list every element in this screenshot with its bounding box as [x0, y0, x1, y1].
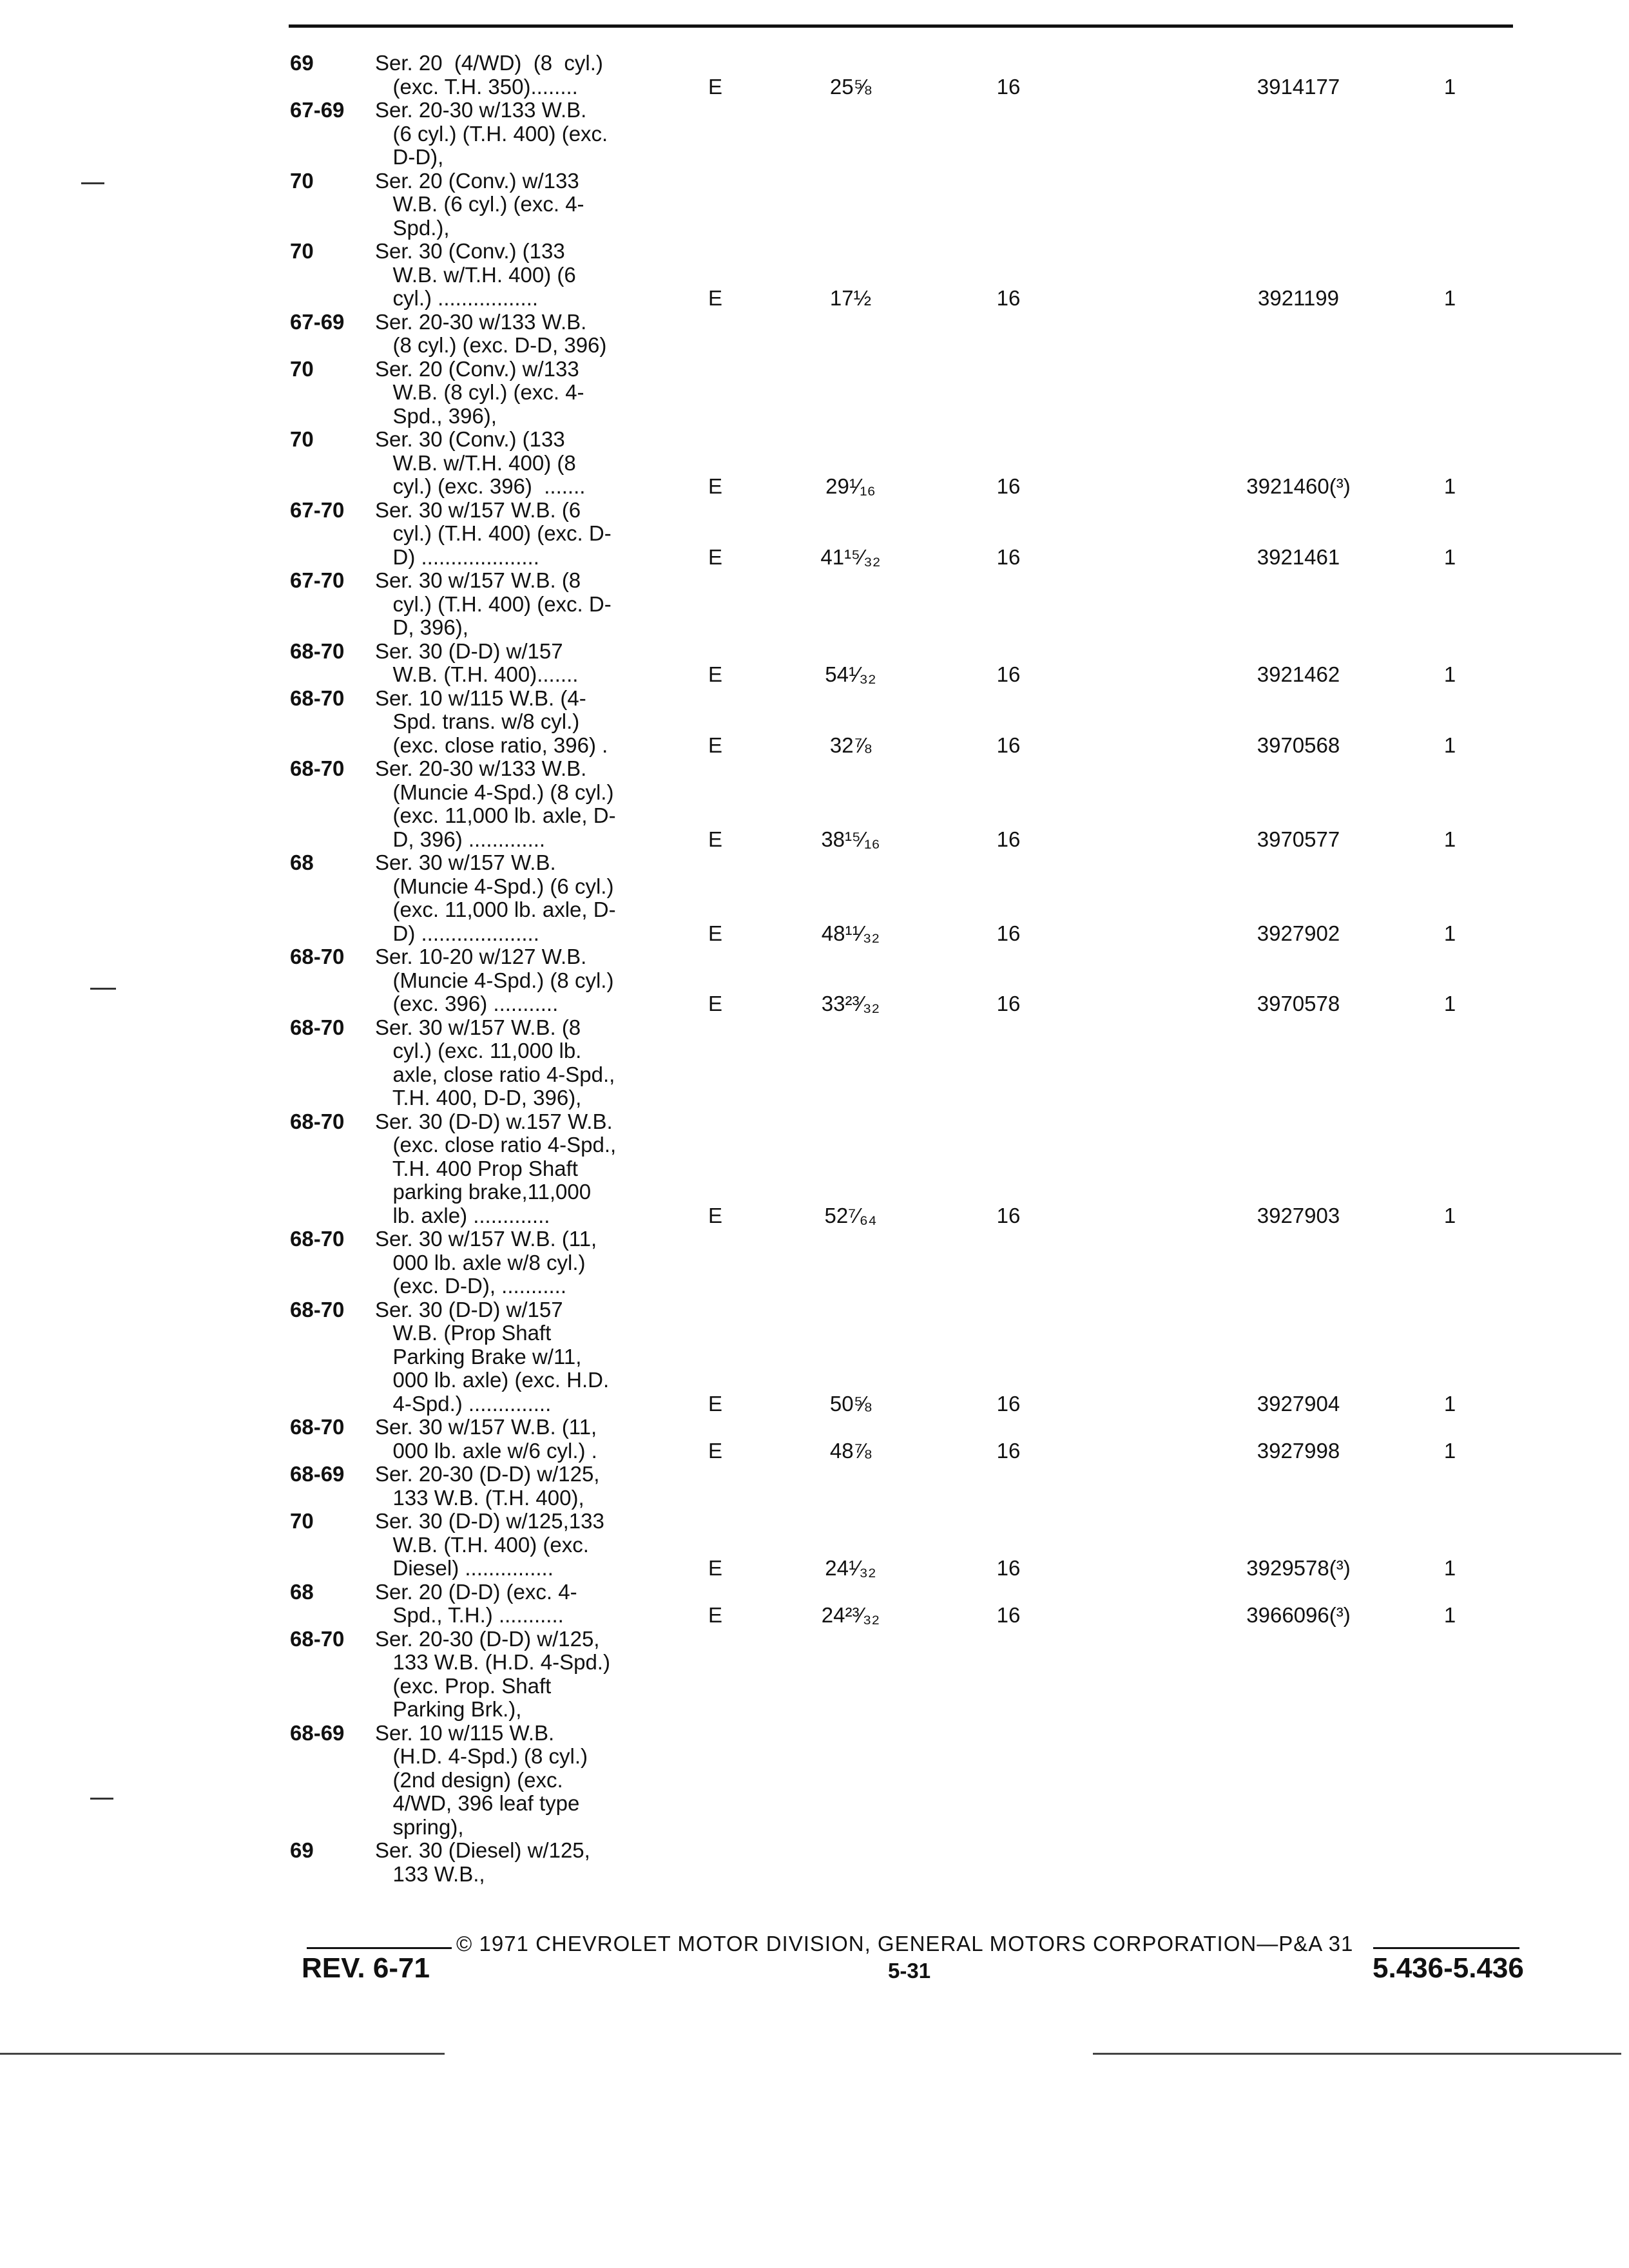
description-line: Ser. 20-30 w/133 W.B.	[375, 309, 587, 334]
code-cell: E	[708, 544, 722, 569]
length-cell: 52⁷⁄₆₄	[824, 1203, 877, 1227]
bottom-rule-left	[0, 2053, 445, 2055]
description-line: Ser. 20 (Conv.) w/133	[375, 168, 579, 193]
part-number: 3921199	[1257, 286, 1340, 310]
model-year: 70	[290, 239, 314, 263]
description-line: cyl.) (exc. 396) .......	[375, 474, 586, 498]
description-line: (Muncie 4-Spd.) (6 cyl.)	[375, 874, 614, 898]
description-line: W.B. (T.H. 400) (exc.	[375, 1532, 589, 1557]
model-year: 69	[290, 1838, 314, 1862]
length-cell: 41¹⁵⁄₃₂	[820, 544, 881, 569]
description-line: T.H. 400, D-D, 396),	[375, 1086, 582, 1110]
description-line: Ser. 30 w/157 W.B.	[375, 850, 556, 874]
description-line: Parking Brake w/11,	[375, 1344, 582, 1369]
model-year: 68-69	[290, 1462, 345, 1486]
description-line: cyl.) (T.H. 400) (exc. D-	[375, 591, 612, 616]
description-line: Ser. 30 (Diesel) w/125,	[375, 1838, 590, 1862]
description-line: (exc. Prop. Shaft	[375, 1673, 552, 1698]
model-year: 68	[290, 1579, 314, 1604]
code-cell: E	[708, 1438, 722, 1463]
part-number: 3927902	[1257, 921, 1340, 945]
length-cell: 50⅝	[829, 1391, 872, 1416]
part-number: 3970568	[1257, 733, 1340, 757]
description-line: Ser. 30 w/157 W.B. (11,	[375, 1415, 597, 1439]
bottom-rule-right	[1093, 2053, 1621, 2055]
quantity-cell: 16	[996, 827, 1021, 851]
description-line: (exc. D-D), ...........	[375, 1274, 567, 1298]
description-line: (6 cyl.) (T.H. 400) (exc.	[375, 121, 608, 146]
count-cell: 1	[1443, 1556, 1456, 1580]
model-year: 67-70	[290, 497, 345, 522]
description-line: 133 W.B. (H.D. 4-Spd.)	[375, 1650, 610, 1674]
model-year: 68-70	[290, 945, 345, 968]
description-line: D, 396),	[375, 615, 468, 639]
part-number: 3970578	[1257, 992, 1340, 1015]
description-line: W.B. w/T.H. 400) (8	[375, 450, 576, 475]
part-number: 3927903	[1257, 1203, 1340, 1227]
description-line: Ser. 20 (Conv.) w/133	[375, 356, 579, 381]
description-line: Ser. 30 (Conv.) (133	[375, 239, 565, 263]
part-number: 3921462	[1257, 662, 1340, 686]
copyright-line: © 1971 CHEVROLET MOTOR DIVISION, GENERAL MOTORS CORPORATION—P&A 31	[456, 1932, 1354, 1956]
length-cell: 25⅝	[829, 74, 872, 99]
description-line: Spd., 396),	[375, 403, 497, 428]
model-year: 68-70	[290, 756, 345, 780]
quantity-cell: 16	[996, 992, 1021, 1015]
description-line: Ser. 30 (D-D) w/157	[375, 639, 563, 663]
count-cell: 1	[1443, 474, 1456, 498]
description-line: Ser. 20 (4/WD) (8 cyl.)	[375, 51, 603, 75]
description-line: 4-Spd.) ..............	[375, 1391, 552, 1416]
description-line: Ser. 10 w/115 W.B.	[375, 1720, 555, 1745]
quantity-cell: 16	[996, 286, 1021, 310]
description-line: (exc. close ratio, 396) .	[375, 733, 608, 757]
code-cell: E	[708, 74, 722, 99]
description-line: parking brake,11,000	[375, 1180, 592, 1204]
code-cell: E	[708, 827, 722, 851]
count-cell: 1	[1443, 1203, 1456, 1227]
part-number: 3929578(³)	[1246, 1556, 1351, 1580]
length-cell: 33²³⁄₃₂	[821, 992, 880, 1015]
description-line: cyl.) .................	[375, 286, 539, 310]
description-line: Ser. 30 (D-D) w/125,133	[375, 1509, 604, 1533]
count-cell: 1	[1443, 1438, 1456, 1463]
description-line: W.B. (6 cyl.) (exc. 4-	[375, 192, 584, 216]
description-line: (exc. 396) ...........	[375, 992, 559, 1015]
code-cell: E	[708, 1603, 722, 1627]
count-cell: 1	[1443, 544, 1456, 569]
description-line: Diesel) ...............	[375, 1556, 554, 1580]
code-cell: E	[708, 992, 722, 1015]
code-cell: E	[708, 1203, 722, 1227]
page-number: 5-31	[888, 1959, 931, 1983]
model-year: 70	[290, 168, 314, 193]
description-line: (exc. close ratio 4-Spd.,	[375, 1133, 617, 1157]
model-year: 68-70	[290, 686, 345, 710]
description-line: Ser. 30 w/157 W.B. (8	[375, 1015, 581, 1039]
count-cell: 1	[1443, 921, 1456, 945]
description-line: (Muncie 4-Spd.) (8 cyl.)	[375, 780, 614, 804]
model-year: 68-70	[290, 1109, 345, 1133]
code-cell: E	[708, 286, 722, 310]
quantity-cell: 16	[996, 474, 1021, 498]
length-cell: 24²³⁄₃₂	[821, 1603, 880, 1627]
description-line: D) ....................	[375, 544, 539, 569]
quantity-cell: 16	[996, 544, 1021, 569]
description-line: W.B. (Prop Shaft	[375, 1321, 552, 1345]
model-year: 68-70	[290, 1015, 345, 1039]
model-year: 68-70	[290, 639, 345, 663]
description-line: (8 cyl.) (exc. D-D, 396)	[375, 333, 607, 357]
model-year: 68-70	[290, 1227, 345, 1251]
description-line: Ser. 30 (D-D) w.157 W.B.	[375, 1109, 613, 1133]
description-line: axle, close ratio 4-Spd.,	[375, 1062, 615, 1086]
code-cell: E	[708, 1391, 722, 1416]
description-line: 000 lb. axle) (exc. H.D.	[375, 1368, 610, 1392]
count-cell: 1	[1443, 1603, 1456, 1627]
length-cell: 29¹⁄₁₆	[825, 474, 876, 498]
description-line: Spd.),	[375, 215, 450, 240]
length-cell: 24¹⁄₃₂	[825, 1556, 876, 1580]
description-line: spring),	[375, 1814, 464, 1839]
code-cell: E	[708, 1556, 722, 1580]
model-year: 67-69	[290, 309, 345, 334]
description-line: (Muncie 4-Spd.) (8 cyl.)	[375, 968, 614, 992]
description-line: lb. axle) .............	[375, 1203, 550, 1227]
part-number: 3970577	[1257, 827, 1340, 851]
model-year: 68-70	[290, 1415, 345, 1439]
revision-label: REV. 6-71	[302, 1952, 430, 1984]
description-line: (exc. T.H. 350)........	[375, 74, 578, 99]
quantity-cell: 16	[996, 1556, 1021, 1580]
model-year: 70	[290, 1509, 314, 1533]
section-number: 5.436-5.436	[1373, 1952, 1524, 1984]
part-number: 3914177	[1257, 74, 1340, 99]
description-line: (H.D. 4-Spd.) (8 cyl.)	[375, 1744, 588, 1768]
description-line: D, 396) .............	[375, 827, 546, 851]
part-number: 3921461	[1257, 544, 1340, 569]
length-cell: 32⅞	[829, 733, 872, 757]
description-line: Ser. 20 (D-D) (exc. 4-	[375, 1579, 577, 1604]
quantity-cell: 16	[996, 1391, 1021, 1416]
description-line: Ser. 30 w/157 W.B. (8	[375, 568, 581, 592]
quantity-cell: 16	[996, 1438, 1021, 1463]
quantity-cell: 16	[996, 1603, 1021, 1627]
description-line: (2nd design) (exc.	[375, 1767, 563, 1792]
code-cell: E	[708, 662, 722, 686]
model-year: 68-70	[290, 1626, 345, 1651]
model-year: 67-70	[290, 568, 345, 592]
part-number: 3921460(³)	[1246, 474, 1351, 498]
count-cell: 1	[1443, 827, 1456, 851]
description-line: 000 lb. axle w/6 cyl.) .	[375, 1438, 597, 1463]
model-year: 70	[290, 356, 314, 381]
footer-rule-right	[1373, 1947, 1519, 1949]
description-line: T.H. 400 Prop Shaft	[375, 1156, 578, 1180]
length-cell: 17½	[829, 286, 872, 310]
length-cell: 54¹⁄₃₂	[825, 662, 876, 686]
model-year: 68-70	[290, 1297, 345, 1321]
description-line: W.B. (8 cyl.) (exc. 4-	[375, 380, 584, 404]
count-cell: 1	[1443, 1391, 1456, 1416]
description-line: Spd., T.H.) ...........	[375, 1603, 564, 1627]
description-line: Ser. 20-30 (D-D) w/125,	[375, 1462, 600, 1486]
length-cell: 48¹¹⁄₃₂	[821, 921, 880, 945]
description-line: (exc. 11,000 lb. axle, D-	[375, 898, 616, 921]
count-cell: 1	[1443, 733, 1456, 757]
quantity-cell: 16	[996, 1203, 1021, 1227]
description-line: (exc. 11,000 lb. axle, D-	[375, 803, 616, 827]
description-line: Ser. 30 w/157 W.B. (6	[375, 497, 581, 522]
code-cell: E	[708, 733, 722, 757]
description-line: Ser. 30 w/157 W.B. (11,	[375, 1227, 597, 1251]
model-year: 69	[290, 51, 314, 75]
description-line: D-D),	[375, 145, 444, 169]
count-cell: 1	[1443, 74, 1456, 99]
description-line: Spd. trans. w/8 cyl.)	[375, 709, 580, 733]
description-line: 000 lb. axle w/8 cyl.)	[375, 1250, 586, 1274]
length-cell: 48⅞	[829, 1438, 872, 1463]
description-line: cyl.) (exc. 11,000 lb.	[375, 1039, 582, 1062]
description-line: Ser. 20-30 w/133 W.B.	[375, 98, 587, 122]
model-year: 68-69	[290, 1720, 345, 1745]
description-line: Ser. 20-30 (D-D) w/125,	[375, 1626, 600, 1651]
count-cell: 1	[1443, 286, 1456, 310]
description-line: Parking Brk.),	[375, 1697, 522, 1721]
description-line: 133 W.B.,	[375, 1861, 485, 1886]
quantity-cell: 16	[996, 74, 1021, 99]
code-cell: E	[708, 474, 722, 498]
model-year: 70	[290, 427, 314, 451]
description-line: 4/WD, 396 leaf type	[375, 1791, 580, 1815]
description-line: 133 W.B. (T.H. 400),	[375, 1485, 584, 1510]
description-line: Ser. 30 (Conv.) (133	[375, 427, 565, 451]
quantity-cell: 16	[996, 662, 1021, 686]
code-cell: E	[708, 921, 722, 945]
part-number: 3966096(³)	[1246, 1603, 1351, 1627]
part-number: 3927904	[1257, 1391, 1340, 1416]
description-line: Ser. 10-20 w/127 W.B.	[375, 945, 587, 968]
description-line: Ser. 30 (D-D) w/157	[375, 1297, 563, 1321]
description-line: Ser. 10 w/115 W.B. (4-	[375, 686, 586, 710]
part-number: 3927998	[1257, 1438, 1340, 1463]
quantity-cell: 16	[996, 921, 1021, 945]
count-cell: 1	[1443, 662, 1456, 686]
model-year: 67-69	[290, 98, 345, 122]
model-year: 68	[290, 850, 314, 874]
quantity-cell: 16	[996, 733, 1021, 757]
footer-rule-left	[307, 1947, 452, 1949]
length-cell: 38¹⁵⁄₁₆	[821, 827, 880, 851]
description-line: cyl.) (T.H. 400) (exc. D-	[375, 521, 612, 545]
count-cell: 1	[1443, 992, 1456, 1015]
description-line: D) ....................	[375, 921, 539, 945]
description-line: W.B. (T.H. 400).......	[375, 662, 579, 686]
description-line: Ser. 20-30 w/133 W.B.	[375, 756, 587, 780]
description-line: W.B. w/T.H. 400) (6	[375, 262, 576, 287]
